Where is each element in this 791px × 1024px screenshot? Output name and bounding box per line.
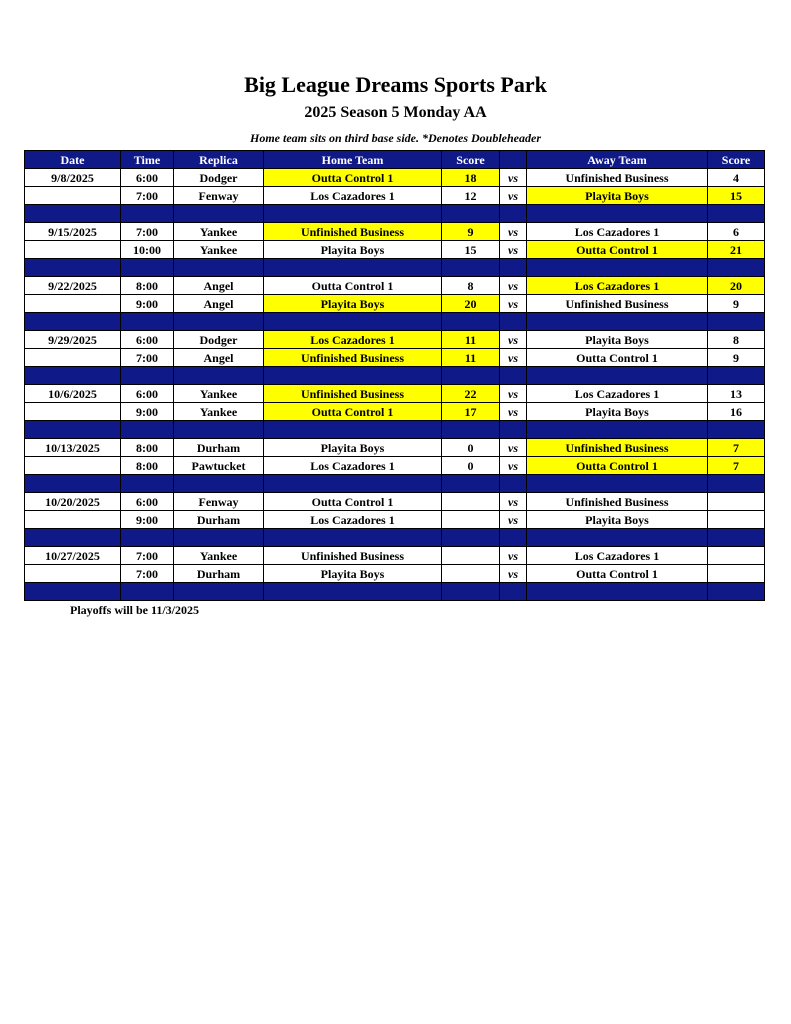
separator-cell xyxy=(25,475,121,493)
vs-label: vs xyxy=(500,169,527,187)
home-score xyxy=(442,511,500,529)
separator-cell xyxy=(442,205,500,223)
game-row xyxy=(25,547,765,565)
away-team: Playita Boys xyxy=(527,403,708,421)
separator-cell xyxy=(174,583,264,601)
vs-label: vs xyxy=(500,241,527,259)
away-team: Outta Control 1 xyxy=(527,457,708,475)
home-score: 15 xyxy=(442,241,500,259)
game-replica: Durham xyxy=(174,439,264,457)
separator-cell xyxy=(708,259,765,277)
home-team: Unfinished Business xyxy=(264,547,442,565)
separator-cell xyxy=(174,529,264,547)
game-date: 10/27/2025 xyxy=(25,547,121,565)
home-team: Outta Control 1 xyxy=(264,169,442,187)
away-team: Unfinished Business xyxy=(527,295,708,313)
game-time: 6:00 xyxy=(121,169,174,187)
header-away-team: Away Team xyxy=(527,151,708,169)
game-replica: Angel xyxy=(174,295,264,313)
game-time: 8:00 xyxy=(121,277,174,295)
week-separator xyxy=(25,529,765,547)
game-date: 9/29/2025 xyxy=(25,331,121,349)
away-team: Playita Boys xyxy=(527,511,708,529)
separator-cell xyxy=(25,205,121,223)
separator-cell xyxy=(25,583,121,601)
separator-cell xyxy=(25,529,121,547)
home-team: Los Cazadores 1 xyxy=(264,187,442,205)
week-separator xyxy=(25,313,765,331)
header-home-team: Home Team xyxy=(264,151,442,169)
away-team: Unfinished Business xyxy=(527,439,708,457)
home-team: Outta Control 1 xyxy=(264,403,442,421)
away-score: 9 xyxy=(708,295,765,313)
header-vs xyxy=(500,151,527,169)
home-team: Playita Boys xyxy=(264,565,442,583)
schedule-body xyxy=(25,169,765,601)
header-time: Time xyxy=(121,151,174,169)
game-replica: Pawtucket xyxy=(174,457,264,475)
week-separator xyxy=(25,421,765,439)
game-replica: Fenway xyxy=(174,493,264,511)
game-time: 6:00 xyxy=(121,331,174,349)
home-score: 0 xyxy=(442,457,500,475)
away-team: Outta Control 1 xyxy=(527,349,708,367)
game-row xyxy=(25,349,765,367)
vs-label: vs xyxy=(500,277,527,295)
separator-cell xyxy=(264,529,442,547)
away-team: Unfinished Business xyxy=(527,169,708,187)
game-time: 7:00 xyxy=(121,565,174,583)
away-team: Playita Boys xyxy=(527,187,708,205)
week-separator xyxy=(25,205,765,223)
home-team-note: Home team sits on third base side. *Denotes Doubleheader xyxy=(250,131,541,145)
game-date xyxy=(25,565,121,583)
game-time: 6:00 xyxy=(121,385,174,403)
separator-cell xyxy=(264,313,442,331)
separator-cell xyxy=(500,475,527,493)
header-away-score: Score xyxy=(708,151,765,169)
vs-label: vs xyxy=(500,403,527,421)
separator-cell xyxy=(500,313,527,331)
game-replica: Fenway xyxy=(174,187,264,205)
game-time: 9:00 xyxy=(121,295,174,313)
separator-cell xyxy=(708,583,765,601)
game-date: 9/22/2025 xyxy=(25,277,121,295)
separator-cell xyxy=(500,421,527,439)
home-team: Playita Boys xyxy=(264,295,442,313)
game-replica: Yankee xyxy=(174,241,264,259)
separator-cell xyxy=(708,205,765,223)
game-replica: Yankee xyxy=(174,385,264,403)
vs-label: vs xyxy=(500,331,527,349)
game-time: 7:00 xyxy=(121,349,174,367)
game-date xyxy=(25,403,121,421)
game-row xyxy=(25,169,765,187)
game-date: 10/6/2025 xyxy=(25,385,121,403)
vs-label: vs xyxy=(500,565,527,583)
game-date xyxy=(25,511,121,529)
game-row xyxy=(25,241,765,259)
home-score: 11 xyxy=(442,349,500,367)
game-time: 9:00 xyxy=(121,403,174,421)
vs-label: vs xyxy=(500,349,527,367)
away-team: Los Cazadores 1 xyxy=(527,223,708,241)
game-time: 10:00 xyxy=(121,241,174,259)
home-score: 0 xyxy=(442,439,500,457)
vs-label: vs xyxy=(500,547,527,565)
away-score: 7 xyxy=(708,457,765,475)
week-separator xyxy=(25,583,765,601)
separator-cell xyxy=(708,475,765,493)
home-team: Playita Boys xyxy=(264,439,442,457)
game-row xyxy=(25,223,765,241)
week-separator xyxy=(25,475,765,493)
separator-cell xyxy=(442,367,500,385)
game-time: 9:00 xyxy=(121,511,174,529)
separator-cell xyxy=(500,259,527,277)
game-date xyxy=(25,349,121,367)
home-score: 11 xyxy=(442,331,500,349)
game-row xyxy=(25,493,765,511)
separator-cell xyxy=(174,421,264,439)
separator-cell xyxy=(121,421,174,439)
game-time: 8:00 xyxy=(121,439,174,457)
separator-cell xyxy=(527,205,708,223)
separator-cell xyxy=(264,421,442,439)
separator-cell xyxy=(264,259,442,277)
away-team: Outta Control 1 xyxy=(527,241,708,259)
separator-cell xyxy=(527,313,708,331)
vs-label: vs xyxy=(500,493,527,511)
separator-cell xyxy=(527,259,708,277)
away-team: Playita Boys xyxy=(527,331,708,349)
game-date xyxy=(25,295,121,313)
separator-cell xyxy=(25,259,121,277)
separator-cell xyxy=(264,367,442,385)
home-team: Outta Control 1 xyxy=(264,277,442,295)
separator-cell xyxy=(264,583,442,601)
header-home-score: Score xyxy=(442,151,500,169)
vs-label: vs xyxy=(500,223,527,241)
separator-cell xyxy=(174,259,264,277)
away-score: 15 xyxy=(708,187,765,205)
vs-label: vs xyxy=(500,295,527,313)
separator-cell xyxy=(708,313,765,331)
away-score: 6 xyxy=(708,223,765,241)
separator-cell xyxy=(527,421,708,439)
separator-cell xyxy=(442,529,500,547)
separator-cell xyxy=(527,529,708,547)
game-replica: Durham xyxy=(174,511,264,529)
separator-cell xyxy=(174,313,264,331)
game-date: 9/15/2025 xyxy=(25,223,121,241)
separator-cell xyxy=(121,205,174,223)
game-time: 7:00 xyxy=(121,187,174,205)
game-date: 10/13/2025 xyxy=(25,439,121,457)
game-time: 7:00 xyxy=(121,547,174,565)
separator-cell xyxy=(442,475,500,493)
away-score: 20 xyxy=(708,277,765,295)
home-team: Outta Control 1 xyxy=(264,493,442,511)
game-row xyxy=(25,511,765,529)
separator-cell xyxy=(25,421,121,439)
home-team: Los Cazadores 1 xyxy=(264,457,442,475)
away-team: Los Cazadores 1 xyxy=(527,277,708,295)
away-score xyxy=(708,511,765,529)
away-score: 8 xyxy=(708,331,765,349)
game-row xyxy=(25,331,765,349)
separator-cell xyxy=(500,205,527,223)
home-score xyxy=(442,565,500,583)
away-team: Los Cazadores 1 xyxy=(527,547,708,565)
vs-label: vs xyxy=(500,439,527,457)
vs-label: vs xyxy=(500,457,527,475)
week-separator xyxy=(25,367,765,385)
separator-cell xyxy=(264,205,442,223)
home-team: Unfinished Business xyxy=(264,223,442,241)
separator-cell xyxy=(174,367,264,385)
header-replica: Replica xyxy=(174,151,264,169)
separator-cell xyxy=(121,313,174,331)
game-time: 8:00 xyxy=(121,457,174,475)
separator-cell xyxy=(500,367,527,385)
separator-cell xyxy=(442,259,500,277)
away-score: 16 xyxy=(708,403,765,421)
separator-cell xyxy=(500,529,527,547)
home-team: Unfinished Business xyxy=(264,385,442,403)
page-subtitle: 2025 Season 5 Monday AA xyxy=(304,104,487,121)
separator-cell xyxy=(25,313,121,331)
page-title: Big League Dreams Sports Park xyxy=(244,72,547,97)
game-replica: Yankee xyxy=(174,403,264,421)
home-score xyxy=(442,493,500,511)
header-date: Date xyxy=(25,151,121,169)
home-team: Playita Boys xyxy=(264,241,442,259)
separator-cell xyxy=(264,475,442,493)
game-replica: Dodger xyxy=(174,331,264,349)
separator-cell xyxy=(174,205,264,223)
away-score xyxy=(708,493,765,511)
week-separator xyxy=(25,259,765,277)
separator-cell xyxy=(121,583,174,601)
game-time: 6:00 xyxy=(121,493,174,511)
game-row xyxy=(25,277,765,295)
home-score xyxy=(442,547,500,565)
home-score: 20 xyxy=(442,295,500,313)
separator-cell xyxy=(442,583,500,601)
separator-cell xyxy=(442,421,500,439)
away-score xyxy=(708,547,765,565)
separator-cell xyxy=(174,475,264,493)
home-team: Los Cazadores 1 xyxy=(264,511,442,529)
away-score: 4 xyxy=(708,169,765,187)
vs-label: vs xyxy=(500,187,527,205)
separator-cell xyxy=(121,367,174,385)
separator-cell xyxy=(121,475,174,493)
game-replica: Yankee xyxy=(174,547,264,565)
game-row xyxy=(25,457,765,475)
game-date: 9/8/2025 xyxy=(25,169,121,187)
away-team: Outta Control 1 xyxy=(527,565,708,583)
separator-cell xyxy=(527,583,708,601)
vs-label: vs xyxy=(500,385,527,403)
game-row xyxy=(25,565,765,583)
game-date xyxy=(25,187,121,205)
home-score: 8 xyxy=(442,277,500,295)
home-team: Los Cazadores 1 xyxy=(264,331,442,349)
playoffs-note: Playoffs will be 11/3/2025 xyxy=(70,603,199,617)
away-score: 9 xyxy=(708,349,765,367)
home-score: 17 xyxy=(442,403,500,421)
game-time: 7:00 xyxy=(121,223,174,241)
separator-cell xyxy=(708,367,765,385)
away-score: 13 xyxy=(708,385,765,403)
game-row xyxy=(25,295,765,313)
away-team: Los Cazadores 1 xyxy=(527,385,708,403)
game-date xyxy=(25,457,121,475)
vs-label: vs xyxy=(500,511,527,529)
separator-cell xyxy=(527,475,708,493)
game-date xyxy=(25,241,121,259)
game-replica: Durham xyxy=(174,565,264,583)
schedule-table xyxy=(24,150,765,601)
header-row xyxy=(25,151,765,169)
away-team: Unfinished Business xyxy=(527,493,708,511)
separator-cell xyxy=(708,529,765,547)
home-team: Unfinished Business xyxy=(264,349,442,367)
game-row xyxy=(25,385,765,403)
game-replica: Dodger xyxy=(174,169,264,187)
away-score xyxy=(708,565,765,583)
home-score: 22 xyxy=(442,385,500,403)
game-date: 10/20/2025 xyxy=(25,493,121,511)
separator-cell xyxy=(527,367,708,385)
separator-cell xyxy=(708,421,765,439)
game-replica: Angel xyxy=(174,277,264,295)
home-score: 18 xyxy=(442,169,500,187)
separator-cell xyxy=(121,259,174,277)
away-score: 21 xyxy=(708,241,765,259)
game-replica: Yankee xyxy=(174,223,264,241)
game-row xyxy=(25,439,765,457)
game-row xyxy=(25,187,765,205)
home-score: 12 xyxy=(442,187,500,205)
game-replica: Angel xyxy=(174,349,264,367)
separator-cell xyxy=(442,313,500,331)
home-score: 9 xyxy=(442,223,500,241)
game-row xyxy=(25,403,765,421)
separator-cell xyxy=(121,529,174,547)
separator-cell xyxy=(500,583,527,601)
separator-cell xyxy=(25,367,121,385)
away-score: 7 xyxy=(708,439,765,457)
